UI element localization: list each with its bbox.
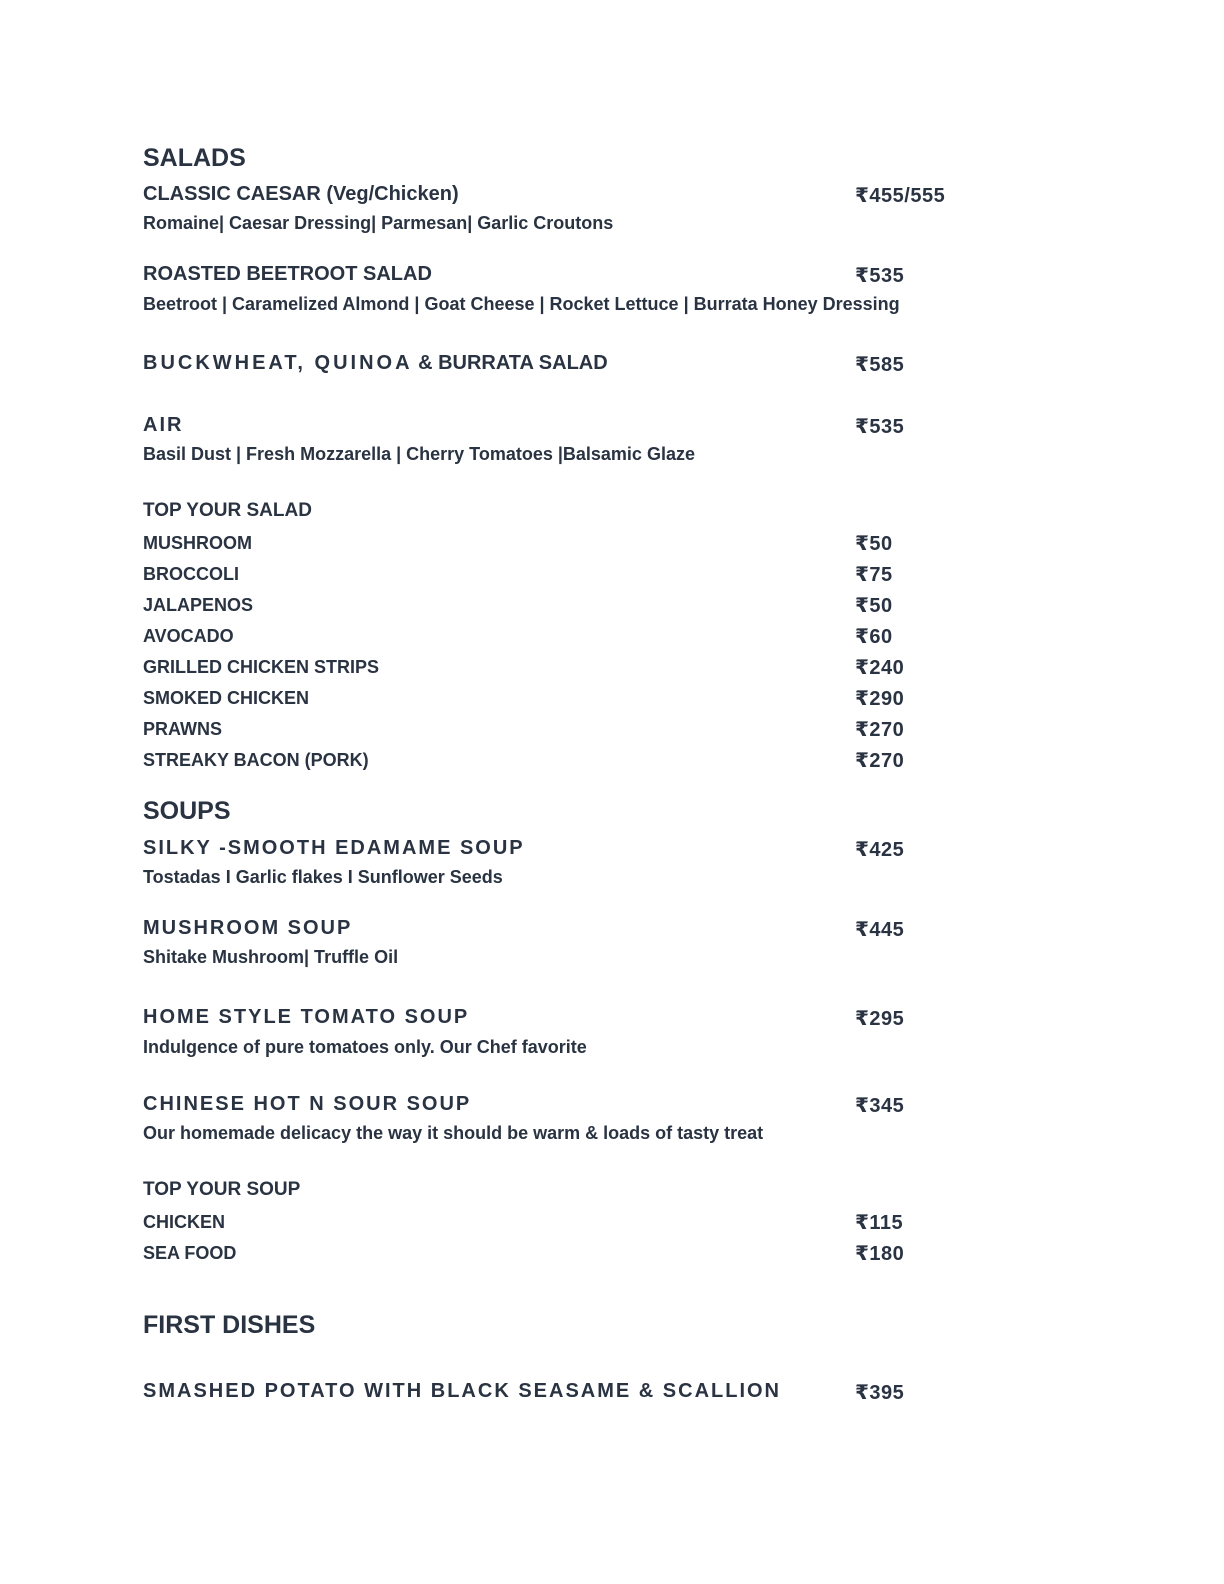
toppings-heading-soup: TOP YOUR SOUP [143,1179,301,1200]
item-name-buckwheat [143,352,608,375]
item-desc-caesar: Romaine| Caesar Dressing| Parmesan| Garlic Croutons [143,213,614,233]
topping-name: BROCCOLI [143,564,239,584]
topping-name: CHICKEN [143,1212,226,1232]
item-desc-air: Basil Dust | Fresh Mozzarella | Cherry Tomatoes |Balsamic Glaze [143,444,695,464]
topping-name: MUSHROOM [143,533,252,553]
item-price-mushroom-soup: ₹445 [855,919,905,941]
topping-name: SMOKED CHICKEN [143,688,310,708]
item-name-buckwheat-part1: BUCKWHEAT, QUINOA [143,352,413,374]
topping-price: ₹115 [855,1212,904,1234]
item-desc-tomato-soup: Indulgence of pure tomatoes only. Our Chef favorite [143,1037,587,1057]
topping-price: ₹75 [855,564,893,586]
topping-price: ₹270 [855,719,905,741]
topping-name: AVOCADO [143,626,234,646]
item-desc-beetroot: Beetroot | Caramelized Almond | Goat Cheese | Rocket Lettuce | Burrata Honey Dressing [143,294,900,314]
item-name-buckwheat-part2: & BURRATA SALAD [418,352,608,374]
section-heading-first-dishes: FIRST DISHES [143,1311,316,1339]
item-desc-hot-sour-soup: Our homemade delicacy the way it should be warm & loads of tasty treat [143,1123,764,1143]
topping-price: ₹240 [855,657,905,679]
item-name-beetroot: ROASTED BEETROOT SALAD [143,263,432,285]
item-price-caesar: ₹455/555 [855,185,946,207]
topping-name: PRAWNS [143,719,223,739]
item-name-air: AIR [143,414,184,436]
topping-price: ₹50 [855,595,893,617]
item-name-edamame: SILKY -SMOOTH EDAMAME SOUP [143,837,525,859]
item-desc-edamame: Tostadas I Garlic flakes I Sunflower Seeds [143,867,503,887]
topping-price: ₹180 [855,1243,905,1265]
section-heading-salads: SALADS [143,144,246,172]
item-desc-mushroom-soup: Shitake Mushroom| Truffle Oil [143,947,399,967]
topping-price: ₹50 [855,533,893,555]
item-price-beetroot: ₹535 [855,265,905,287]
item-name-mushroom-soup: MUSHROOM SOUP [143,917,353,939]
topping-name: GRILLED CHICKEN STRIPS [143,657,380,677]
item-price-buckwheat: ₹585 [855,354,905,376]
item-price-air: ₹535 [855,416,905,438]
item-price-smashed-potato: ₹395 [855,1382,905,1404]
item-name-hot-sour-soup: CHINESE HOT N SOUR SOUP [143,1093,472,1115]
item-name-smashed-potato: SMASHED POTATO WITH BLACK SEASAME & SCALLION [143,1380,781,1402]
topping-price: ₹290 [855,688,905,710]
topping-name: SEA FOOD [143,1243,237,1263]
item-price-hot-sour-soup: ₹345 [855,1095,905,1117]
item-name-caesar: CLASSIC CAESAR (Veg/Chicken) [143,183,459,205]
item-name-tomato-soup: HOME STYLE TOMATO SOUP [143,1006,470,1028]
item-price-tomato-soup: ₹295 [855,1008,905,1030]
topping-price: ₹270 [855,750,905,772]
topping-price: ₹60 [855,626,893,648]
topping-name: JALAPENOS [143,595,254,615]
section-heading-soups: SOUPS [143,797,231,825]
toppings-heading-salad: TOP YOUR SALAD [143,500,312,521]
topping-name: STREAKY BACON (PORK) [143,750,369,770]
item-price-edamame: ₹425 [855,839,905,861]
